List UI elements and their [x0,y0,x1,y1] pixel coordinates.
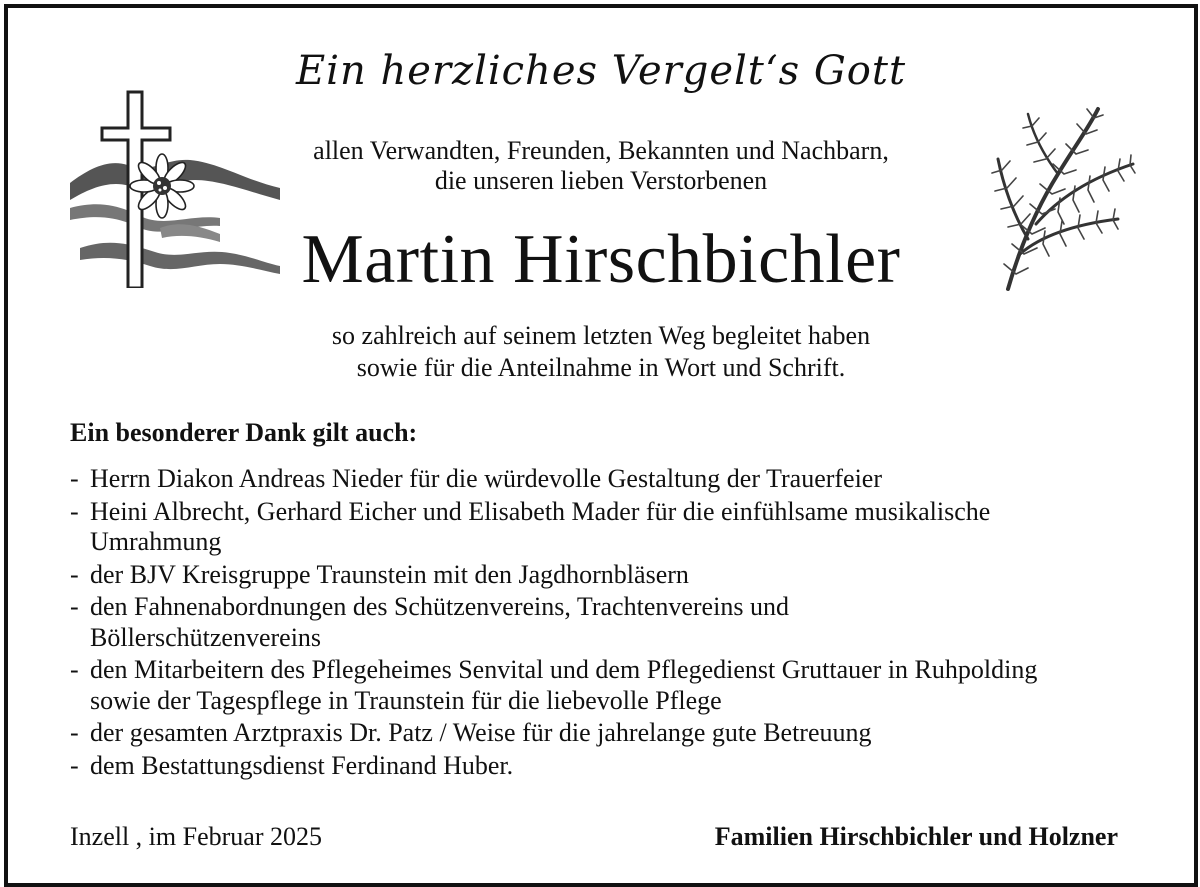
heading: Ein herzliches Vergelt‘s Gott [295,48,907,94]
special-thanks-list [70,464,1160,783]
list-item: - der gesamten Arztpraxis Dr. Patz / Weise für die jahrelange gute Betreuung [70,718,1160,749]
list-item: - den Mitarbeitern des Pflegeheimes Senvital und dem Pflegedienst Gruttauer in Ruhpolding sowie der Tagespflege in Traunstein für die liebevolle Pflege [70,655,1090,716]
thanks-text [8,320,1194,384]
intro-text [8,136,1194,196]
place-date: Inzell , im Februar 2025 [70,822,322,851]
thanks-line: so zahlreich auf seinem letzten Weg begleitet haben [331,321,871,350]
deceased-name: Martin Hirschbichler [301,221,901,298]
intro-line: die unseren lieben Verstorbenen [434,166,768,195]
list-item: - Herrn Diakon Andreas Nieder für die würdevolle Gestaltung der Trauerfeier [70,464,1160,495]
obituary-card [4,4,1198,887]
intro-line: allen Verwandten, Freunden, Bekannten und Nachbarn, [313,136,889,165]
list-item: - Heini Albrecht, Gerhard Eicher und Elisabeth Mader für die einfühlsame musikalische Umrahmung [70,497,1030,558]
thanks-line: sowie für die Anteilnahme in Wort und Schrift. [356,353,846,382]
list-item: - dem Bestattungsdienst Ferdinand Huber. [70,751,1160,782]
special-thanks-heading: Ein besonderer Dank gilt auch: [70,418,418,447]
list-item: - der BJV Kreisgruppe Traunstein mit den Jagdhornbläsern [70,560,1160,591]
list-item: - den Fahnenabordnungen des Schützenvereins, Trachtenvereins und Böllerschützenvereins [70,592,970,653]
signature: Familien Hirschbichler und Holzner [714,822,1118,851]
